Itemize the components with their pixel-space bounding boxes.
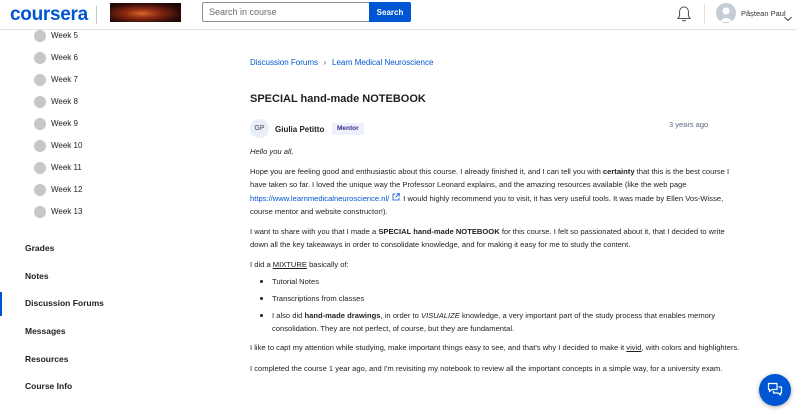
text: basically of:	[306, 260, 349, 270]
week-label: Week 7	[51, 75, 78, 84]
user-name[interactable]: Păștean Paul	[741, 9, 786, 18]
progress-circle-icon	[34, 96, 46, 108]
week-label: Week 5	[51, 31, 78, 40]
coursera-logo[interactable]: coursera	[10, 4, 88, 25]
text: knowledge, a very important part of the study process that enables memory consolidation. They are not perfect, of course, but they are fundamental.	[272, 311, 716, 334]
breadcrumb-discussion-forums[interactable]: Discussion Forums	[250, 58, 319, 67]
breadcrumb	[250, 58, 433, 67]
week-label: Week 12	[51, 185, 83, 194]
text: , in order to	[380, 311, 421, 321]
bold-text: hand-made drawings	[304, 311, 381, 321]
sidebar-item-notes[interactable]: Notes	[25, 271, 49, 281]
chevron-down-icon[interactable]	[784, 9, 792, 15]
week-label: Week 9	[51, 119, 78, 128]
progress-circle-icon	[34, 162, 46, 174]
user-avatar[interactable]	[716, 3, 736, 23]
underlined-text: vivid	[626, 343, 642, 353]
sidebar-item-course-info[interactable]: Course Info	[25, 381, 73, 391]
text: I want to share with you that I made a	[250, 227, 379, 237]
chat-bubbles-icon	[767, 382, 783, 398]
paragraph-4	[250, 341, 742, 354]
post-body	[250, 145, 742, 382]
author-name[interactable]: Giulia Petitto	[275, 125, 325, 134]
text: I also did	[272, 311, 305, 321]
top-header	[0, 0, 797, 30]
progress-circle-icon	[34, 30, 46, 42]
week-label: Week 13	[51, 207, 83, 216]
italic-text: VISUALIZE	[421, 311, 460, 321]
sidebar-item-messages[interactable]: Messages	[25, 326, 66, 336]
text: , with colors and highlighters.	[641, 343, 740, 353]
sidebar-item-discussion-forums[interactable]: Discussion Forums	[25, 298, 104, 308]
week-label: Week 10	[51, 141, 83, 150]
course-banner-image[interactable]	[110, 3, 181, 22]
progress-circle-icon	[34, 184, 46, 196]
paragraph-5: I completed the course 1 year ago, and I'm revisiting my notebook to review all the important concepts in a simple way, for a university exam.	[250, 363, 723, 373]
active-indicator	[0, 292, 2, 316]
paragraph-2	[250, 225, 742, 251]
week-label: Week 8	[51, 97, 78, 106]
search-bar	[202, 2, 410, 22]
text: I would highly recommend you to visit, it has very useful tools. It was made by Ellen Vos-Wisse, course mentor and website constructor!).	[250, 193, 724, 216]
bullet-list	[250, 275, 742, 336]
list-item: Tutorial Notes	[250, 275, 742, 288]
search-input[interactable]	[202, 2, 369, 22]
sidebar-item-resources[interactable]: Resources	[25, 354, 69, 364]
progress-circle-icon	[34, 52, 46, 64]
course-sidebar	[0, 31, 200, 411]
paragraph-3	[250, 258, 742, 271]
bold-text: SPECIAL hand-made NOTEBOOK	[378, 227, 500, 237]
search-button[interactable]: Search	[369, 2, 411, 22]
greeting-text: Hello you all,	[250, 147, 294, 156]
mentor-badge: Mentor	[332, 123, 364, 135]
website-link[interactable]: https://www.learnmedicalneuroscience.nl/	[250, 193, 390, 203]
breadcrumb-forum[interactable]: Learn Medical Neuroscience	[332, 58, 434, 67]
author-avatar[interactable]: GP	[250, 119, 269, 138]
logo-divider	[96, 6, 97, 24]
sidebar-item-grades[interactable]: Grades	[25, 243, 55, 253]
list-item: Transcriptions from classes	[250, 292, 742, 305]
progress-circle-icon	[34, 118, 46, 130]
external-link-icon[interactable]	[392, 192, 400, 200]
header-divider	[704, 4, 705, 24]
chat-button[interactable]	[759, 374, 791, 406]
week-label: Week 6	[51, 53, 78, 62]
post-timestamp: 3 years ago	[669, 120, 709, 129]
post-title: SPECIAL hand-made NOTEBOOK	[250, 93, 426, 105]
chevron-right-icon: ›	[323, 58, 327, 67]
text: for this course. I felt so passionated about it, that I decided to write down all the key takeaways in order to consolidate knowledge, and for making it easy for me to study the content.	[250, 227, 725, 250]
paragraph-1	[250, 165, 742, 218]
notifications-bell-icon[interactable]	[676, 5, 692, 23]
text: Hope you are feeling good and enthusiastic about this course. I already finished it, and I can tell you with	[250, 167, 603, 177]
progress-circle-icon	[34, 74, 46, 86]
bold-text: certainty	[602, 167, 635, 177]
text: that this is the best course I have taken so far. I loved the unique way the Professor Leonard explains, and the amazing resources available (like the web page	[250, 167, 730, 190]
text: I did a	[250, 260, 273, 270]
progress-circle-icon	[34, 206, 46, 218]
list-item	[250, 309, 742, 335]
underlined-text: MIXTURE	[272, 260, 307, 270]
week-label: Week 11	[51, 163, 82, 172]
progress-circle-icon	[34, 140, 46, 152]
text: I like to capt my attention while studying, make important things easy to see, and that's why I decided to make it	[250, 343, 627, 353]
